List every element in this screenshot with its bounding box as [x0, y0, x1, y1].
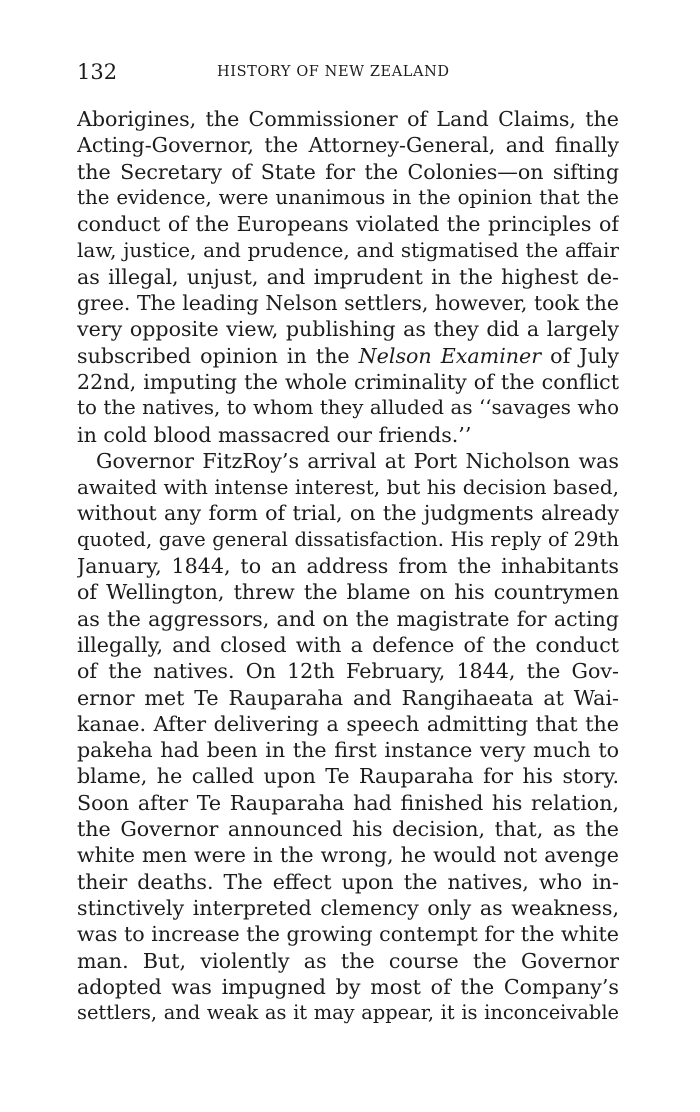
text-line: January, 1844, to an address from the inhabitants — [77, 554, 619, 579]
text-line: man. But, violently as the course the Governor — [77, 948, 619, 973]
text-segment: of July — [550, 343, 619, 368]
text-line-with-italic — [77, 343, 619, 369]
text-line: very opposite view, publishing as they did a largely — [77, 317, 619, 342]
text-line: their deaths. The effect upon the natives, who in- — [77, 869, 619, 894]
text-line: gree. The leading Nelson settlers, however, took the — [77, 291, 619, 316]
text-line: was to increase the growing contempt for the white — [77, 922, 619, 947]
text-line: in cold blood massacred our friends.’’ — [77, 422, 472, 447]
text-line: the Governor announced his decision, that, as the — [77, 817, 619, 842]
text-segment: subscribed opinion in the — [77, 343, 350, 368]
text-line: adopted was impugned by most of the Company’s — [77, 974, 619, 999]
text-line: without any form of trial, on the judgments already — [77, 501, 619, 526]
text-line: white men were in the wrong, he would not avenge — [77, 843, 619, 868]
text-line: conduct of the Europeans violated the principles of — [77, 212, 619, 237]
body-text — [77, 106, 619, 1026]
text-line: blame, he called upon Te Rauparaha for his story. — [77, 764, 619, 789]
text-line: as the aggressors, and on the magistrate for acting — [77, 606, 619, 631]
book-title: HISTORY OF NEW ZEALAND — [217, 64, 450, 80]
text-line: the Secretary of State for the Colonies—on sifting — [77, 159, 619, 184]
running-head — [77, 56, 619, 88]
text-line: Governor FitzRoy’s arrival at Port Nicholson was — [96, 448, 619, 473]
text-line: the evidence, were unanimous in the opinion that the — [77, 185, 619, 209]
text-line: law, justice, and prudence, and stigmatised the affair — [77, 238, 619, 263]
text-line: kanae. After delivering a speech admitting that the — [77, 711, 619, 736]
text-line: Acting-Governor, the Attorney-General, and finally — [77, 133, 619, 158]
text-line: of Wellington, threw the blame on his countrymen — [77, 580, 619, 605]
text-line: Aborigines, the Commissioner of Land Claims, the — [77, 107, 619, 131]
text-line: of the natives. On 12th February, 1844, the Gov- — [77, 659, 619, 684]
text-line: as illegal, unjust, and imprudent in the highest de- — [77, 264, 619, 289]
text-line: quoted, gave general dissatisfaction. His reply of 29th — [77, 527, 619, 551]
text-line: to the natives, to whom they alluded as ‘‘savages who — [77, 396, 619, 420]
text-line: 22nd, imputing the whole criminality of the conflict — [77, 369, 619, 394]
text-line: Soon after Te Rauparaha had finished his relation, — [77, 790, 619, 815]
text-line: awaited with intense interest, but his decision based, — [77, 475, 619, 500]
text-line: illegally, and closed with a defence of the conduct — [77, 632, 619, 657]
newspaper-title: Nelson Examiner — [358, 343, 542, 368]
text-line: pakeha had been in the first instance very much to — [77, 738, 619, 763]
text-line: settlers, and weak as it may appear, it is inconceivable — [77, 1001, 619, 1025]
text-line: ernor met Te Rauparaha and Rangihaeata at Wai- — [77, 685, 619, 710]
text-line: stinctively interpreted clemency only as weakness, — [77, 895, 619, 920]
page-number: 132 — [77, 60, 118, 84]
